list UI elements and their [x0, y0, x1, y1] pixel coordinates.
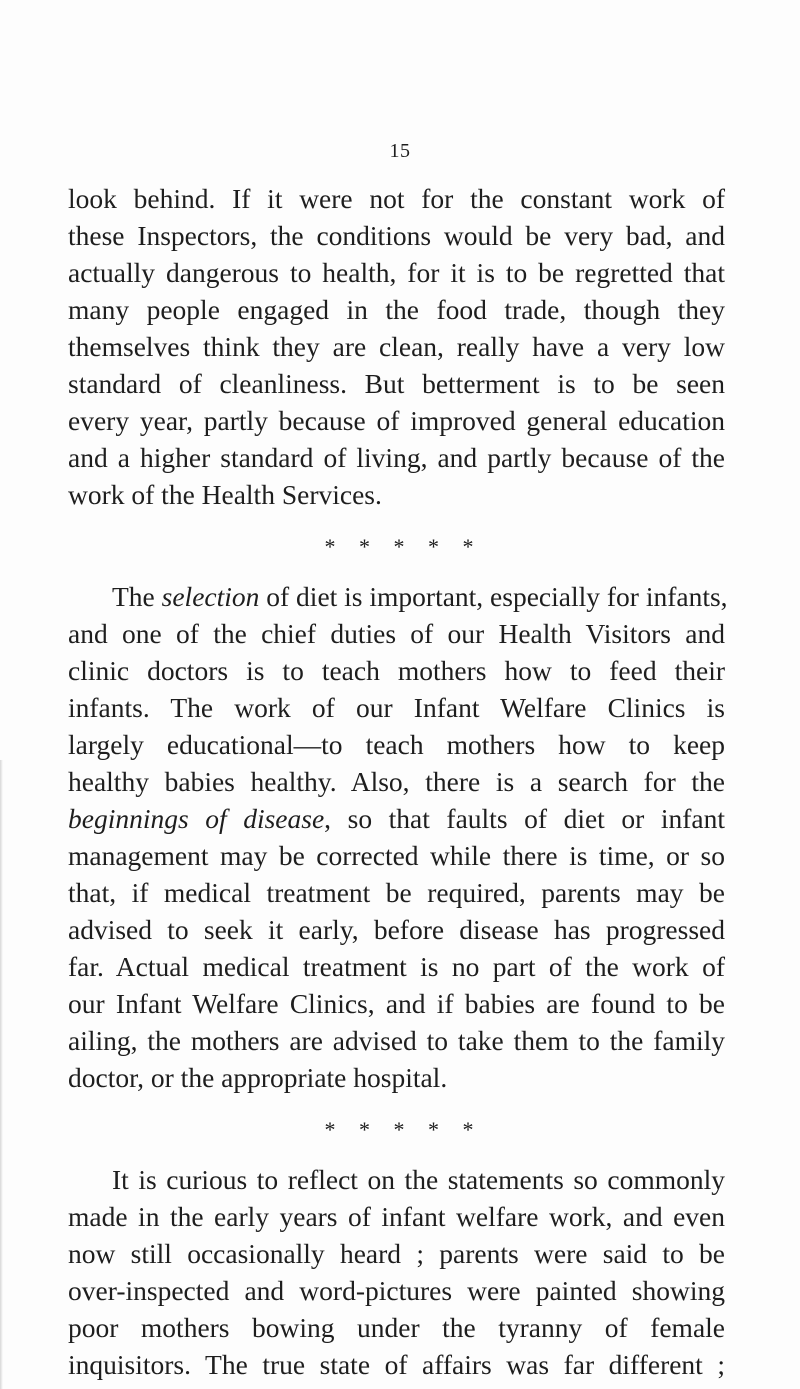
text-line: It is curious to reflect on the statements so commonly	[112, 1164, 725, 1195]
emphasis-text: selection	[161, 581, 260, 612]
text-line: and one of the chief duties of our Health Visitors and	[68, 618, 725, 649]
text-line	[68, 803, 725, 835]
text-line: poor mothers bowing under the tyranny of female	[68, 1312, 725, 1343]
text-run: , so that faults of diet or infant	[324, 803, 725, 834]
text-line: our Infant Welfare Clinics, and if babies are found to be	[68, 988, 725, 1019]
text-line: themselves think they are clean, really have a very low	[68, 331, 725, 362]
text-line: standard of cleanliness. But betterment is to be seen	[68, 368, 725, 399]
text-line: advised to seek it early, before disease has progressed	[68, 914, 725, 945]
text-line: healthy babies healthy. Also, there is a search for the	[68, 766, 725, 797]
text-run: of diet is important, especially for infants,	[259, 581, 728, 612]
text-line: every year, partly because of improved general education	[68, 405, 725, 436]
text-line: and a higher standard of living, and partly because of the	[68, 442, 725, 473]
text-line: made in the early years of infant welfare work, and even	[68, 1201, 725, 1232]
text-line: that, if medical treatment be required, parents may be	[68, 877, 725, 908]
text-line: these Inspectors, the conditions would be very bad, and	[68, 220, 725, 251]
text-line: management may be corrected while there is time, or so	[68, 840, 725, 871]
text-line: infants. The work of our Infant Welfare Clinics is	[68, 692, 725, 723]
text-line: look behind. If it were not for the constant work of	[68, 183, 725, 214]
section-separator: * * * * *	[324, 1117, 476, 1142]
text-line: now still occasionally heard ; parents were said to be	[68, 1238, 725, 1269]
text-line: largely educational—to teach mothers how to keep	[68, 729, 725, 760]
text-line	[112, 581, 728, 613]
text-line: work of the Health Services.	[68, 479, 382, 510]
text-line: far. Actual medical treatment is no part of the work of	[68, 951, 725, 982]
text-line: many people engaged in the food trade, though they	[68, 294, 725, 325]
emphasis-text: beginnings of disease	[68, 803, 325, 834]
text-line: over-inspected and word-pictures were painted showing	[68, 1275, 725, 1306]
page-edge-shadow	[0, 760, 3, 1389]
text-line: ailing, the mothers are advised to take them to the family	[68, 1025, 725, 1056]
text-line: clinic doctors is to teach mothers how to feed their	[68, 655, 725, 686]
text-line: doctor, or the appropriate hospital.	[68, 1062, 448, 1093]
text-line: actually dangerous to health, for it is to be regretted that	[68, 257, 725, 288]
page-number: 15	[389, 140, 411, 162]
text-line: inquisitors. The true state of affairs was far different ;	[68, 1349, 725, 1380]
section-separator: * * * * *	[324, 534, 476, 559]
text-run: The	[112, 581, 162, 612]
